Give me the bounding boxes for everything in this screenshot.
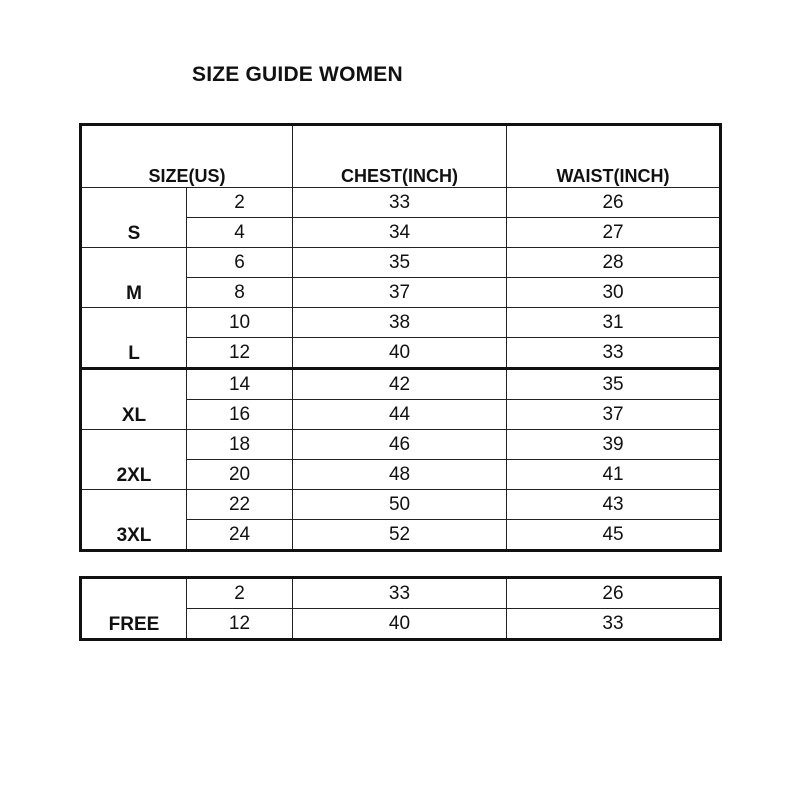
us-size-cell: 14 bbox=[187, 369, 293, 400]
us-size-cell: 2 bbox=[187, 188, 293, 218]
page-title: SIZE GUIDE WOMEN bbox=[192, 63, 403, 86]
chest-cell: 35 bbox=[293, 248, 507, 278]
us-size-cell: 20 bbox=[187, 460, 293, 490]
chest-cell: 44 bbox=[293, 400, 507, 430]
us-size-cell: 2 bbox=[187, 578, 293, 609]
table-row bbox=[81, 248, 721, 278]
table-row bbox=[81, 490, 721, 520]
us-size-cell: 8 bbox=[187, 278, 293, 308]
header-row bbox=[81, 125, 721, 188]
chest-cell: 48 bbox=[293, 460, 507, 490]
us-size-cell: 10 bbox=[187, 308, 293, 338]
chest-cell: 40 bbox=[293, 609, 507, 640]
waist-cell: 45 bbox=[507, 520, 721, 551]
waist-column-header: WAIST(INCH) bbox=[507, 125, 721, 188]
waist-cell: 28 bbox=[507, 248, 721, 278]
waist-cell: 27 bbox=[507, 218, 721, 248]
us-size-cell: 4 bbox=[187, 218, 293, 248]
waist-cell: 30 bbox=[507, 278, 721, 308]
us-size-cell: 16 bbox=[187, 400, 293, 430]
waist-cell: 33 bbox=[507, 338, 721, 369]
waist-cell: 31 bbox=[507, 308, 721, 338]
chest-cell: 33 bbox=[293, 188, 507, 218]
us-size-cell: 12 bbox=[187, 609, 293, 640]
chest-column-header: CHEST(INCH) bbox=[293, 125, 507, 188]
us-size-cell: 24 bbox=[187, 520, 293, 551]
chest-cell: 33 bbox=[293, 578, 507, 609]
chest-cell: 50 bbox=[293, 490, 507, 520]
size-group-label: XL bbox=[81, 369, 187, 430]
us-size-cell: 12 bbox=[187, 338, 293, 369]
chest-cell: 34 bbox=[293, 218, 507, 248]
table-row bbox=[81, 578, 721, 609]
chest-cell: 42 bbox=[293, 369, 507, 400]
table-row bbox=[81, 188, 721, 218]
table-row bbox=[81, 430, 721, 460]
us-size-cell: 18 bbox=[187, 430, 293, 460]
size-group-label: 2XL bbox=[81, 430, 187, 490]
chest-cell: 37 bbox=[293, 278, 507, 308]
us-size-cell: 22 bbox=[187, 490, 293, 520]
waist-cell: 37 bbox=[507, 400, 721, 430]
size-table bbox=[79, 123, 722, 552]
table-row bbox=[81, 369, 721, 400]
size-group-label: FREE bbox=[81, 578, 187, 640]
waist-cell: 41 bbox=[507, 460, 721, 490]
waist-cell: 43 bbox=[507, 490, 721, 520]
size-column-header: SIZE(US) bbox=[81, 125, 293, 188]
size-group-label: S bbox=[81, 188, 187, 248]
us-size-cell: 6 bbox=[187, 248, 293, 278]
waist-cell: 26 bbox=[507, 188, 721, 218]
waist-cell: 39 bbox=[507, 430, 721, 460]
chest-cell: 46 bbox=[293, 430, 507, 460]
size-group-label: L bbox=[81, 308, 187, 369]
chest-cell: 40 bbox=[293, 338, 507, 369]
waist-cell: 35 bbox=[507, 369, 721, 400]
chest-cell: 38 bbox=[293, 308, 507, 338]
waist-cell: 26 bbox=[507, 578, 721, 609]
waist-cell: 33 bbox=[507, 609, 721, 640]
chest-cell: 52 bbox=[293, 520, 507, 551]
free-size-table bbox=[79, 576, 722, 641]
size-group-label: M bbox=[81, 248, 187, 308]
table-row bbox=[81, 308, 721, 338]
size-group-label: 3XL bbox=[81, 490, 187, 551]
